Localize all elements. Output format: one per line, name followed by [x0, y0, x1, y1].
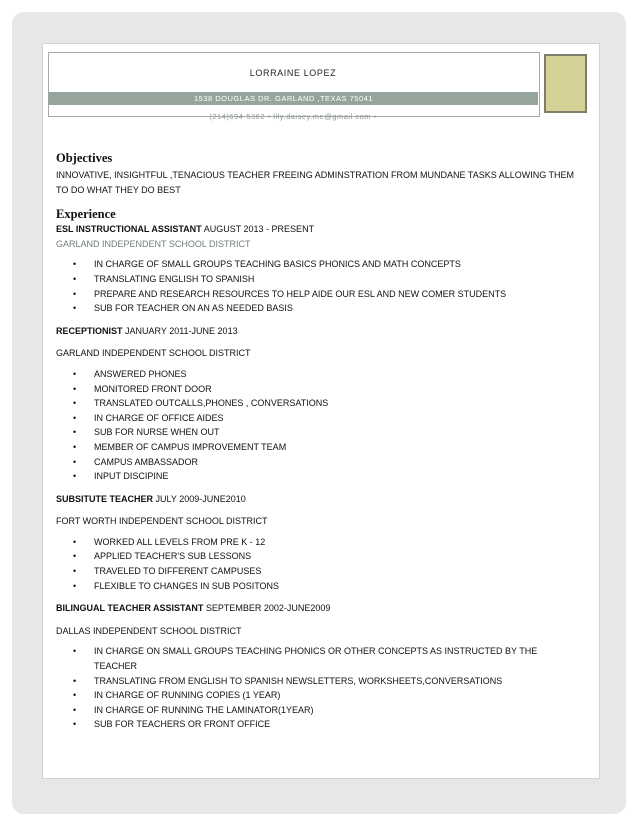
- list-item: • MEMBER OF CAMPUS IMPROVEMENT TEAM: [56, 440, 576, 455]
- job-entry: [56, 324, 576, 484]
- job-header: [56, 492, 576, 507]
- address-text: 1538 DOUGLAS DR. GARLAND ,TEXAS 75041: [194, 94, 373, 103]
- list-item: • IN CHARGE OF RUNNING COPIES (1 YEAR): [56, 688, 576, 703]
- list-item: • WORKED ALL LEVELS FROM PRE K - 12: [56, 535, 576, 550]
- objectives-heading: Objectives: [56, 151, 113, 165]
- job-entry: [56, 492, 576, 594]
- list-item: • CAMPUS AMBASSADOR: [56, 455, 576, 470]
- experience-heading: Experience: [56, 207, 116, 222]
- job-header: [56, 222, 576, 237]
- list-item: • TRAVELED TO DIFFERENT CAMPUSES: [56, 564, 576, 579]
- list-item: • IN CHARGE OF OFFICE AIDES: [56, 411, 576, 426]
- bullet-icon: •: [73, 675, 77, 686]
- objective-text: INNOVATIVE, INSIGHTFUL ,TENACIOUS TEACHER FREEING ADMINSTRATION FROM MUNDANE TASKS ALLOWING THEM TO DO WHAT THEY DO BEST: [56, 170, 575, 195]
- list-item: • SUB FOR TEACHERS OR FRONT OFFICE: [56, 717, 576, 732]
- job-duties: [56, 257, 576, 315]
- bullet-icon: •: [73, 441, 77, 452]
- job-header: [56, 601, 576, 616]
- job-dates: SEPTEMBER 2002-JUNE2009: [203, 603, 331, 614]
- list-item: • INPUT DISCIPINE: [56, 469, 576, 484]
- list-item: • TRANSLATING FROM ENGLISH TO SPANISH NEWSLETTERS, WORKSHEETS,CONVERSATIONS: [56, 674, 576, 689]
- job-dates: JULY 2009-JUNE2010: [153, 493, 246, 504]
- resume-content: [56, 150, 576, 732]
- bullet-icon: •: [73, 412, 77, 423]
- list-item: • IN CHARGE OF RUNNING THE LAMINATOR(1YEAR): [56, 703, 576, 718]
- job-header: [56, 324, 576, 339]
- list-item: • IN CHARGE ON SMALL GROUPS TEACHING PHONICS OR OTHER CONCEPTS AS INSTRUCTED BY THE TEACHER: [73, 646, 538, 672]
- bullet-icon: •: [73, 690, 77, 701]
- bullet-icon: •: [73, 646, 77, 657]
- list-item: • PREPARE AND RESEARCH RESOURCES TO HELP AIDE OUR ESL AND NEW COMER STUDENTS: [56, 287, 576, 302]
- job-dates: JANUARY 2011-JUNE 2013: [122, 325, 238, 336]
- address-bar: [48, 92, 538, 105]
- job-title: ESL INSTRUCTIONAL ASSISTANT: [56, 224, 202, 235]
- photo-placeholder: [544, 54, 587, 113]
- job-duties: [56, 535, 576, 593]
- header-box: [48, 52, 540, 117]
- list-item: • SUB FOR TEACHER ON AN AS NEEDED BASIS: [56, 301, 576, 316]
- list-item: • APPLIED TEACHER'S SUB LESSONS: [56, 549, 576, 564]
- bullet-icon: •: [73, 471, 77, 482]
- job-employer: GARLAND INDEPENDENT SCHOOL DISTRICT: [56, 238, 251, 249]
- bullet-icon: •: [73, 427, 77, 438]
- list-item: • FLEXIBLE TO CHANGES IN SUB POSITONS: [56, 579, 576, 594]
- list-item: • ANSWERED PHONES: [56, 367, 576, 382]
- bullet-icon: •: [73, 398, 77, 409]
- job-title: BILINGUAL TEACHER ASSISTANT: [56, 603, 204, 614]
- job-employer: DALLAS INDEPENDENT SCHOOL DISTRICT: [56, 625, 242, 636]
- list-item: • SUB FOR NURSE WHEN OUT: [56, 425, 576, 440]
- bullet-icon: •: [73, 288, 77, 299]
- bullet-icon: •: [73, 566, 77, 577]
- candidate-name: LORRAINE LOPEZ: [249, 68, 337, 78]
- bullet-icon: •: [73, 551, 77, 562]
- bullet-icon: •: [73, 536, 77, 547]
- job-title: SUBSITUTE TEACHER: [56, 493, 154, 504]
- bullet-icon: •: [73, 368, 77, 379]
- job-employer: FORT WORTH INDEPENDENT SCHOOL DISTRICT: [56, 516, 268, 527]
- job-entry: [56, 222, 576, 316]
- job-entry: [56, 601, 576, 732]
- bullet-icon: •: [73, 303, 77, 314]
- bullet-icon: •: [73, 704, 77, 715]
- job-dates: AUGUST 2013 - PRESENT: [201, 224, 315, 235]
- list-item: • TRANSLATED OUTCALLS,PHONES , CONVERSATIONS: [56, 396, 576, 411]
- list-item: • IN CHARGE OF SMALL GROUPS TEACHING BASICS PHONICS AND MATH CONCEPTS: [56, 257, 576, 272]
- job-title: RECEPTIONIST: [56, 325, 123, 336]
- job-duties: [56, 644, 576, 732]
- job-employer: GARLAND INDEPENDENT SCHOOL DISTRICT: [56, 348, 251, 359]
- job-duties: [56, 367, 576, 484]
- contact-line: (214)694-5362 • lily.daisey.me@gmail.com •: [209, 112, 377, 121]
- bullet-icon: •: [73, 719, 77, 730]
- list-item: • TRANSLATING ENGLISH TO SPANISH: [56, 272, 576, 287]
- list-item: • MONITORED FRONT DOOR: [56, 382, 576, 397]
- bullet-icon: •: [73, 259, 77, 270]
- bullet-icon: •: [73, 580, 77, 591]
- bullet-icon: •: [73, 273, 77, 284]
- bullet-icon: •: [73, 456, 77, 467]
- bullet-icon: •: [73, 383, 77, 394]
